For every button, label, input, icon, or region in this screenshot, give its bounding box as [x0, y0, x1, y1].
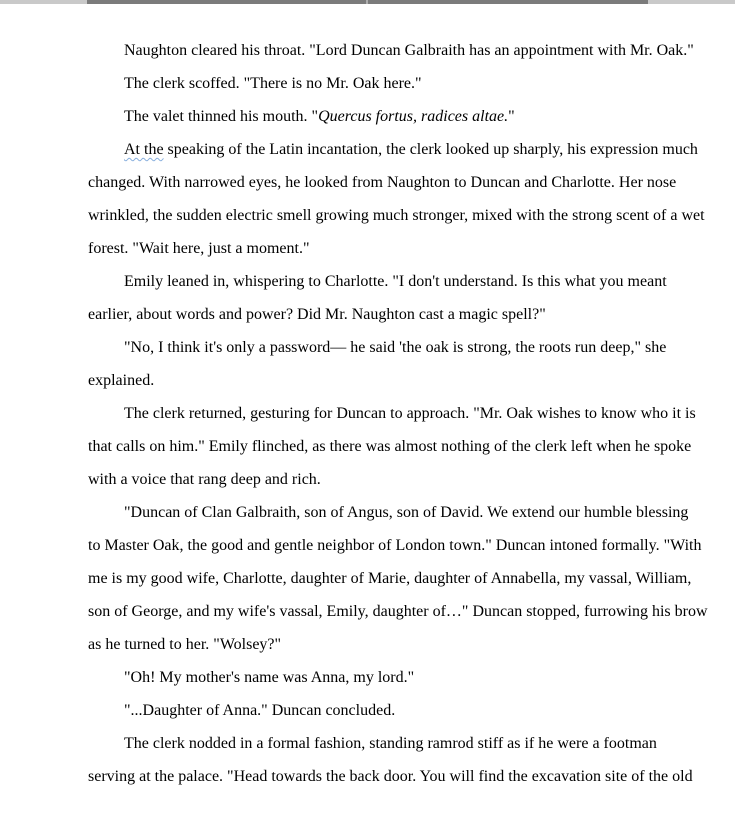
text-segment: Emily leaned in, whispering to Charlotte. "I don't understand. Is this what you meant — [124, 273, 667, 290]
text-segment: me is my good wife, Charlotte, daughter of Marie, daughter of Annabella, my vassal, William, — [88, 570, 692, 587]
text-segment: The clerk nodded in a formal fashion, standing ramrod stiff as if he were a footman — [124, 735, 657, 752]
text-segment: explained. — [88, 372, 155, 389]
text-segment: "Duncan of Clan Galbraith, son of Angus, son of David. We extend our humble blessing — [124, 504, 689, 521]
text-segment: as he turned to her. "Wolsey?" — [88, 636, 282, 653]
text-segment: to Master Oak, the good and gentle neighbor of London town." Duncan intoned formally. "With — [88, 537, 702, 554]
text-segment: with a voice that rang deep and rich. — [88, 471, 321, 488]
app-background-right — [648, 0, 735, 4]
document-text-area[interactable] — [88, 34, 708, 793]
text-line[interactable] — [88, 628, 648, 661]
app-background-left — [0, 0, 87, 4]
text-line[interactable] — [88, 133, 698, 166]
text-segment: changed. With narrowed eyes, he looked from Naughton to Duncan and Charlotte. Her nose — [88, 174, 677, 191]
text-line[interactable] — [88, 760, 693, 793]
text-segment: wrinkled, the sudden electric smell growing much stronger, mixed with the strong scent of a wet — [88, 207, 705, 224]
text-segment: forest. "Wait here, just a moment." — [88, 240, 310, 257]
text-line[interactable] — [88, 595, 708, 628]
text-line[interactable] — [88, 496, 689, 529]
text-segment: "Oh! My mother's name was Anna, my lord." — [124, 669, 415, 686]
text-line[interactable] — [88, 34, 694, 67]
text-line[interactable] — [88, 661, 648, 694]
text-line[interactable] — [88, 463, 648, 496]
italic-text: Quercus fortus, radices altae. — [318, 108, 509, 125]
text-segment: Naughton cleared his throat. "Lord Duncan Galbraith has an appointment with Mr. Oak." — [124, 42, 694, 59]
text-line[interactable] — [88, 727, 657, 760]
text-line[interactable] — [88, 265, 667, 298]
text-line[interactable] — [88, 694, 648, 727]
text-line[interactable] — [88, 331, 667, 364]
page-top-strip — [0, 0, 735, 4]
text-segment: " — [508, 108, 515, 125]
text-segment: "...Daughter of Anna." Duncan concluded. — [124, 702, 396, 719]
text-line[interactable] — [88, 100, 648, 133]
grammar-flagged-text: At the — [124, 141, 164, 158]
text-line[interactable] — [88, 199, 705, 232]
text-line[interactable] — [88, 232, 648, 265]
text-segment: that calls on him." Emily flinched, as there was almost nothing of the clerk left when he spoke — [88, 438, 692, 455]
text-line[interactable] — [88, 298, 648, 331]
text-segment: "No, I think it's only a password— he said 'the oak is strong, the roots run deep," she — [124, 339, 667, 356]
text-segment: The clerk scoffed. "There is no Mr. Oak here." — [124, 75, 422, 92]
text-line[interactable] — [88, 397, 696, 430]
text-segment: The clerk returned, gesturing for Duncan to approach. "Mr. Oak wishes to know who it is — [124, 405, 696, 422]
text-segment: The valet thinned his mouth. " — [124, 108, 319, 125]
text-line[interactable] — [88, 364, 648, 397]
text-line[interactable] — [88, 67, 648, 100]
text-segment: speaking of the Latin incantation, the clerk looked up sharply, his expression much — [163, 141, 698, 158]
text-line[interactable] — [88, 430, 692, 463]
text-line[interactable] — [88, 529, 702, 562]
text-segment: earlier, about words and power? Did Mr. Naughton cast a magic spell?" — [88, 306, 546, 323]
text-segment: serving at the palace. "Head towards the back door. You will find the excavation site of the old — [88, 768, 693, 785]
page-gap-strip — [87, 0, 648, 4]
page-center-marker — [366, 0, 368, 4]
text-line[interactable] — [88, 166, 677, 199]
text-segment: son of George, and my wife's vassal, Emily, daughter of…" Duncan stopped, furrowing his brow — [88, 603, 708, 620]
text-line[interactable] — [88, 562, 692, 595]
